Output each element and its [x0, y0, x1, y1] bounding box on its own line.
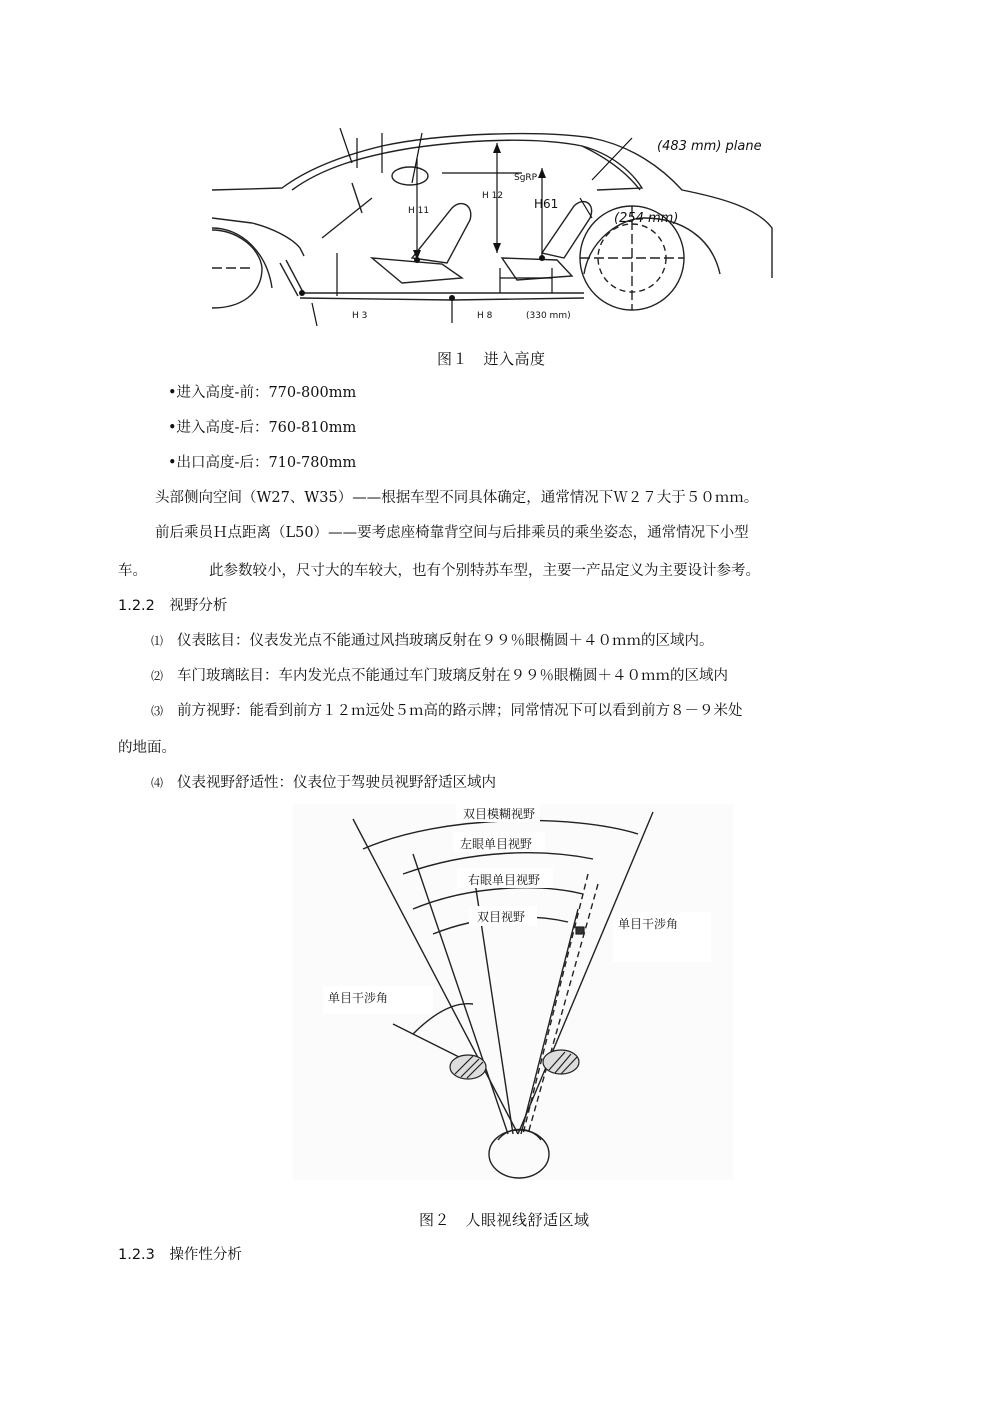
figure-2-visual-field-diagram — [293, 804, 733, 1180]
label-binocular-blur-field: 双目模糊视野 — [463, 807, 536, 821]
list-item-4-number: ⑷ — [151, 776, 164, 790]
label-dim330: (330 mm) — [526, 311, 571, 321]
label-h8: H 8 — [477, 311, 493, 321]
paragraph-h-point-distance-cont — [118, 561, 760, 581]
list-item-1 — [151, 631, 714, 651]
paragraph-head-side-space: 头部侧向空间（W27、W35）——根据车型不同具体确定，通常情况下Ｗ２７大于５０ｍｍ。 — [155, 490, 759, 506]
list-item-3 — [151, 701, 743, 721]
bullet-exit-rear: •出口高度-后：710-780mm — [168, 455, 357, 471]
list-item-4-text: 仪表视野舒适性：仪表位于驾驶员视野舒适区域内 — [177, 775, 497, 791]
section-1-2-3-title: 1.2.3 操作性分析 — [118, 1247, 242, 1263]
list-item-2-text: 车门玻璃眩目：车内发光点不能通过车门玻璃反射在９９％眼椭圆＋４０ｍｍ的区域内 — [177, 668, 729, 684]
list-item-3-number: ⑶ — [151, 704, 164, 718]
paragraph-h-point-distance: 前后乘员Ｈ点距离（L50）——要考虑座椅靠背空间与后排乘员的乘坐姿态，通常情况下小型 — [155, 525, 749, 541]
list-item-3-continuation: 的地面。 — [118, 740, 176, 756]
label-h61: H61 — [534, 197, 559, 211]
paragraph-h-point-cont-b: 此参数较小，尺寸大的车较大，也有个别特苏车型，主要一产品定义为主要设计参考。 — [209, 563, 760, 579]
list-item-2-number: ⑵ — [151, 669, 164, 683]
label-h3: H 3 — [352, 311, 368, 321]
bullet-entry-rear: •进入高度-后：760-810mm — [168, 420, 357, 436]
car-side-view-drawing — [212, 128, 780, 326]
label-sgrp: SgRP — [514, 173, 538, 183]
label-h12: H 12 — [482, 191, 504, 201]
label-right-eye-field: 右眼单目视野 — [468, 873, 541, 887]
list-item-2 — [151, 666, 728, 686]
list-item-1-number: ⑴ — [151, 634, 164, 648]
label-dim254: (254 mm) — [614, 211, 679, 226]
figure-1-car-diagram — [212, 128, 780, 326]
section-1-2-2-title: 1.2.2 视野分析 — [118, 598, 228, 614]
list-item-4 — [151, 773, 496, 793]
label-left-eye-field: 左眼单目视野 — [460, 837, 533, 851]
label-monocular-interference-right: 单目干涉角 — [618, 917, 679, 931]
paragraph-h-point-cont-a: 车。 — [118, 563, 147, 579]
figure-2-caption: 图２ 人眼视线舒适区域 — [419, 1211, 590, 1229]
list-item-3-text: 前方视野：能看到前方１２ｍ远处５ｍ高的路示牌；同常情况下可以看到前方８－９米处 — [177, 703, 743, 719]
visual-field-drawing — [293, 804, 733, 1180]
label-monocular-interference-left: 单目干涉角 — [328, 991, 389, 1005]
figure-1-caption: 图１ 进入高度 — [437, 350, 546, 368]
label-plane: (483 mm) plane — [657, 139, 762, 154]
label-h11: H 11 — [408, 206, 430, 216]
list-item-1-text: 仪表眩目：仪表发光点不能通过风挡玻璃反射在９９％眼椭圆＋４０ｍｍ的区域内。 — [177, 633, 714, 649]
bullet-entry-front: •进入高度-前：770-800mm — [168, 385, 357, 401]
label-binocular-field: 双目视野 — [477, 910, 526, 924]
